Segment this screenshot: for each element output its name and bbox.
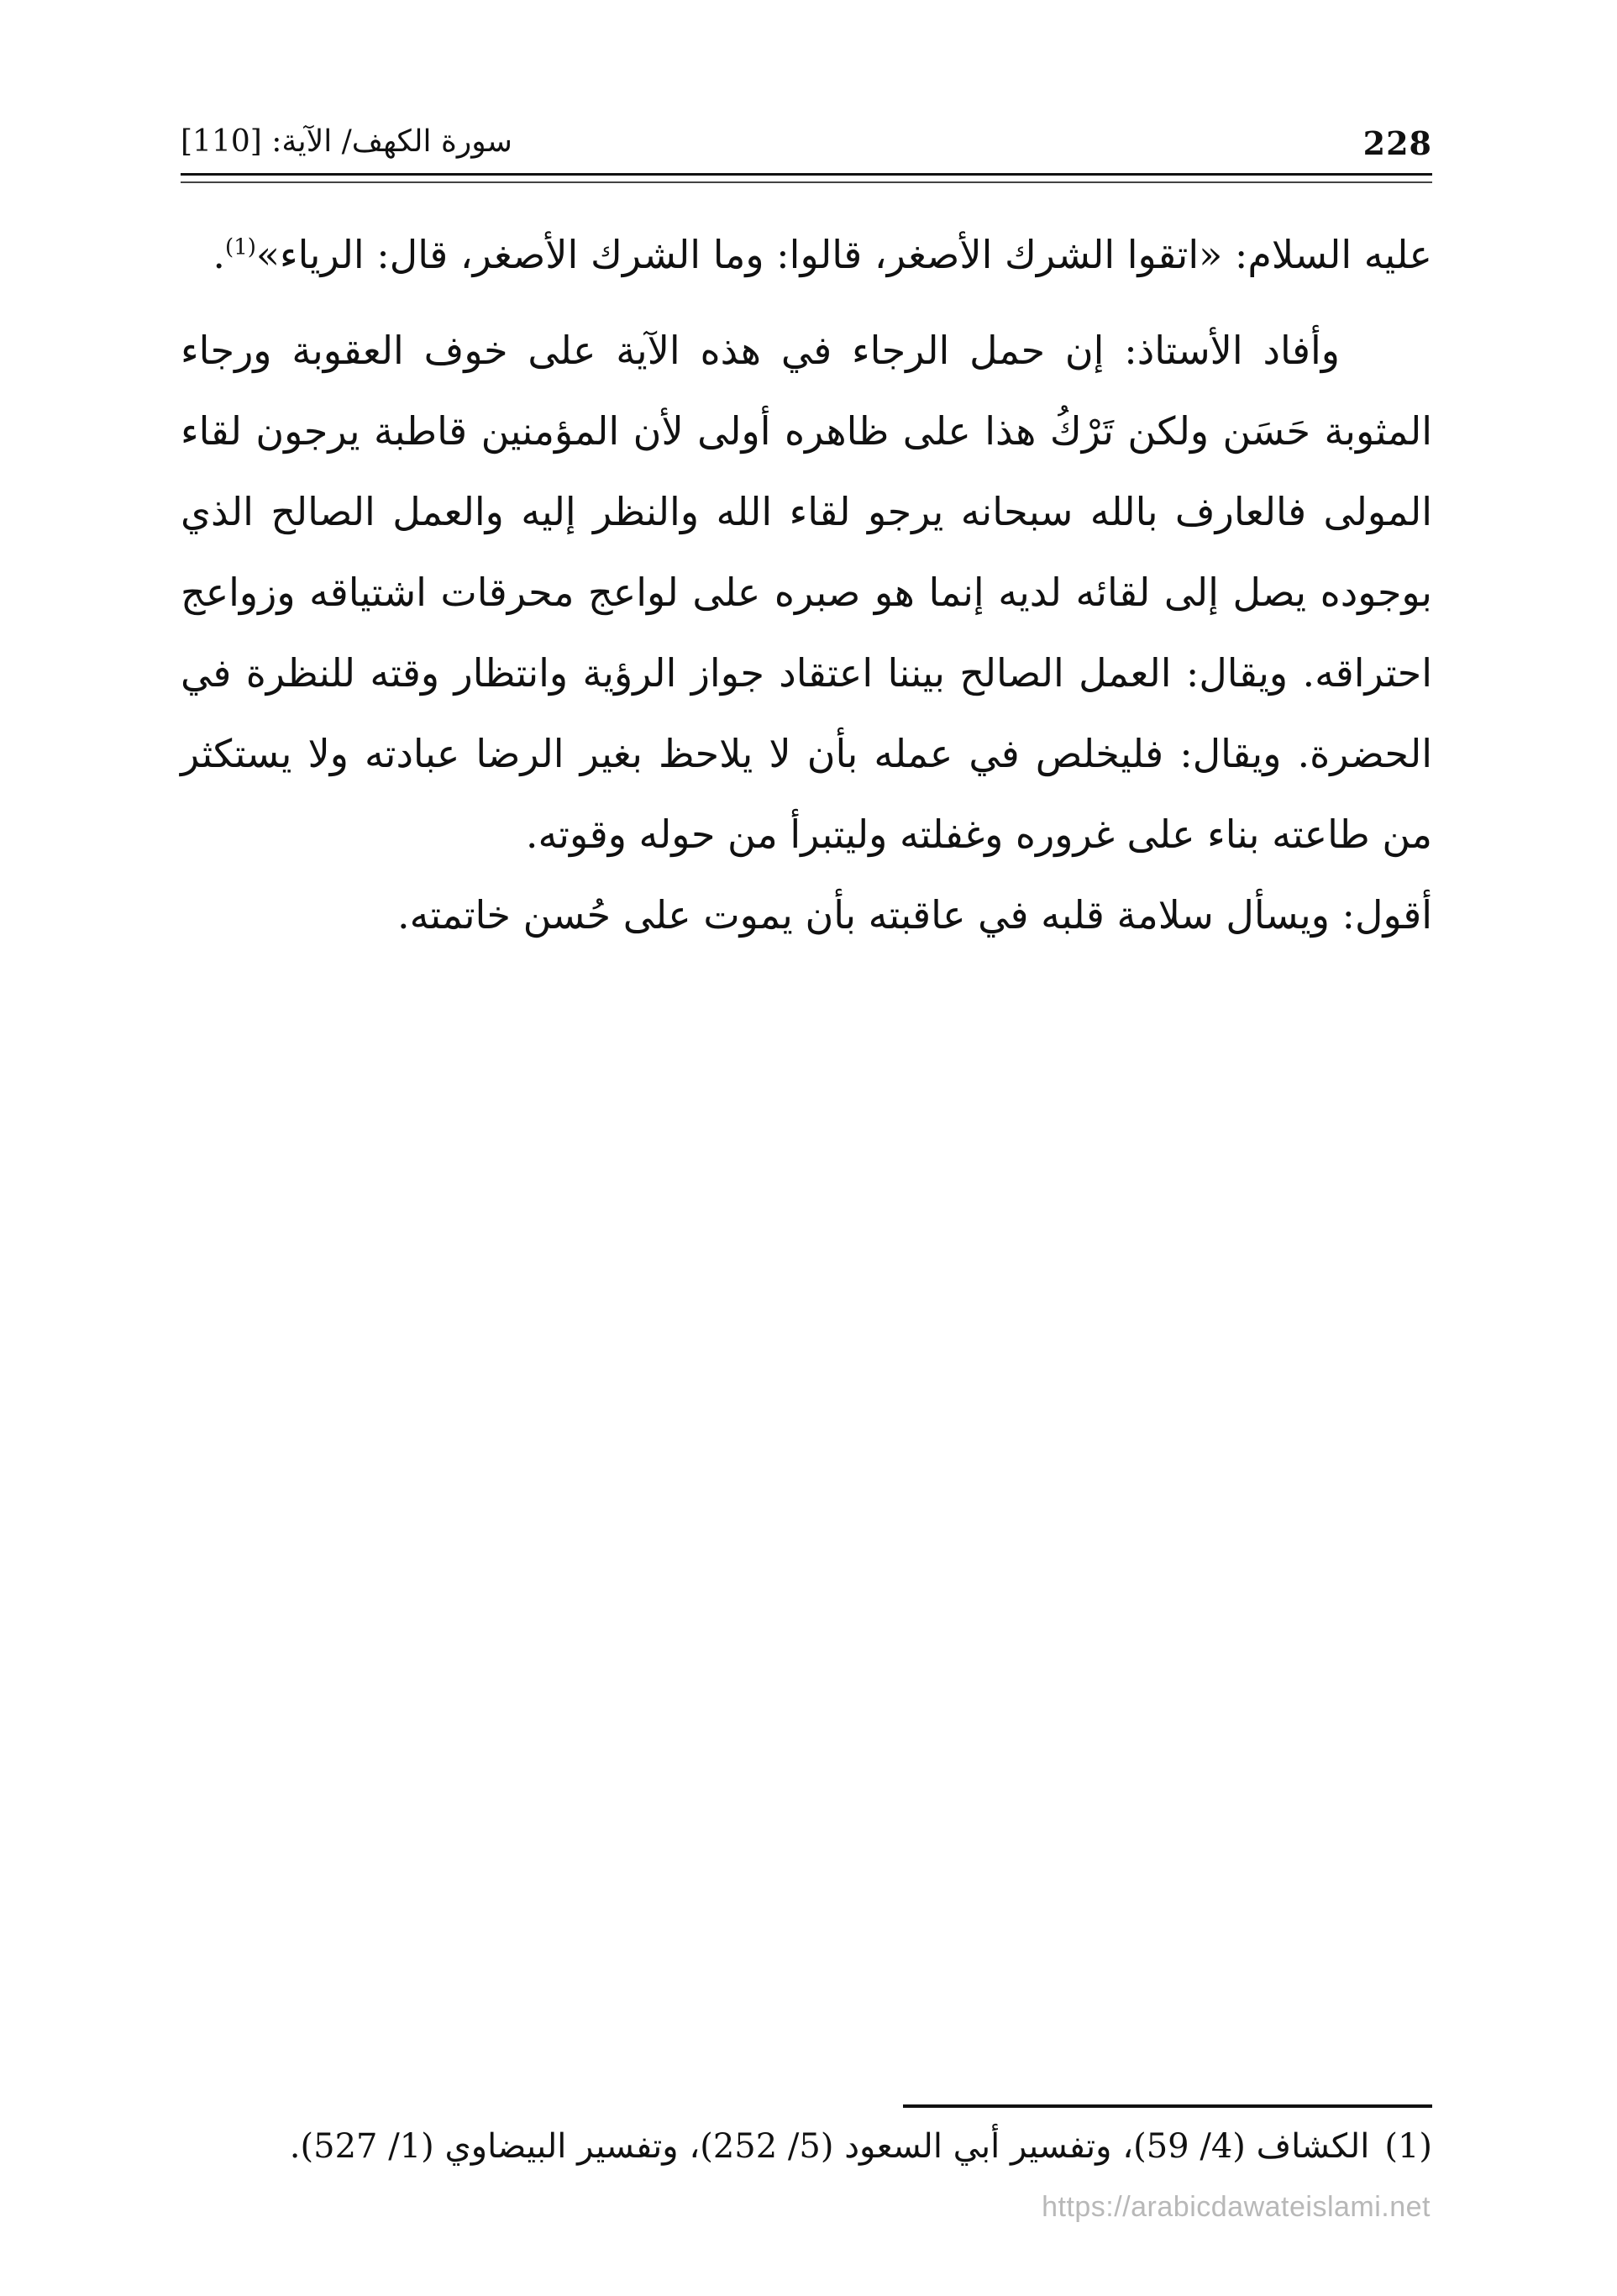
page-header xyxy=(181,109,1432,168)
footnote-text: الكشاف (4/ 59)، وتفسير أبي السعود (5/ 252)، وتفسير البيضاوي (1/ 527). xyxy=(289,2127,1370,2166)
running-title: سورة الكهف/ الآية: [110] xyxy=(181,124,512,159)
paragraph-1-text: عليه السلام: «اتقوا الشرك الأصغر، قالوا: وما الشرك الأصغر، قال: الرياء» xyxy=(255,232,1432,277)
watermark-url: https://arabicdawateislami.net xyxy=(1042,2191,1431,2223)
page-number: 228 xyxy=(1362,124,1432,162)
paragraph-2: وأفاد الأستاذ: إن حمل الرجاء في هذه الآية على خوف العقوبة ورجاء المثوبة حَسَن ولكن تَرْكُ هذا على ظاهره أولى لأن المؤمنين قاطبة يرجون لقاء المولى فالعارف بالله سبحانه يرجو لقاء الله والنظر إليه والعمل الصالح الذي بوجوده يصل إلى لقائه لديه إنما هو صبره على لواعج محرقات اشتياقه وزواعج احتراقه. ويقال: العمل الصالح بيننا اعتقاد جواز الرؤية وانتظار وقته للنظرة في الحضرة. ويقال: فليخلص في عمله بأن لا يلاحظ بغير الرضا عبادته ولا يستكثر من طاعته بناء على غروره وغفلته وليتبرأ من حوله وقوته. xyxy=(181,328,1432,857)
header-rule-bottom xyxy=(181,181,1432,183)
body-text xyxy=(181,214,1432,955)
header-rule-top xyxy=(181,173,1432,176)
paragraph-3: أقول: ويسأل سلامة قلبه في عاقبته بأن يموت على حُسن خاتمته. xyxy=(396,892,1432,938)
footnotes xyxy=(181,2121,1432,2172)
footnote-separator xyxy=(903,2104,1432,2108)
paragraph-1-end: . xyxy=(213,232,226,277)
footnote-reference[interactable]: (1) xyxy=(225,234,256,260)
footnote-item xyxy=(181,2121,1432,2172)
paragraph-1 xyxy=(181,214,1432,295)
footnote-number: (1) xyxy=(1384,2127,1432,2166)
